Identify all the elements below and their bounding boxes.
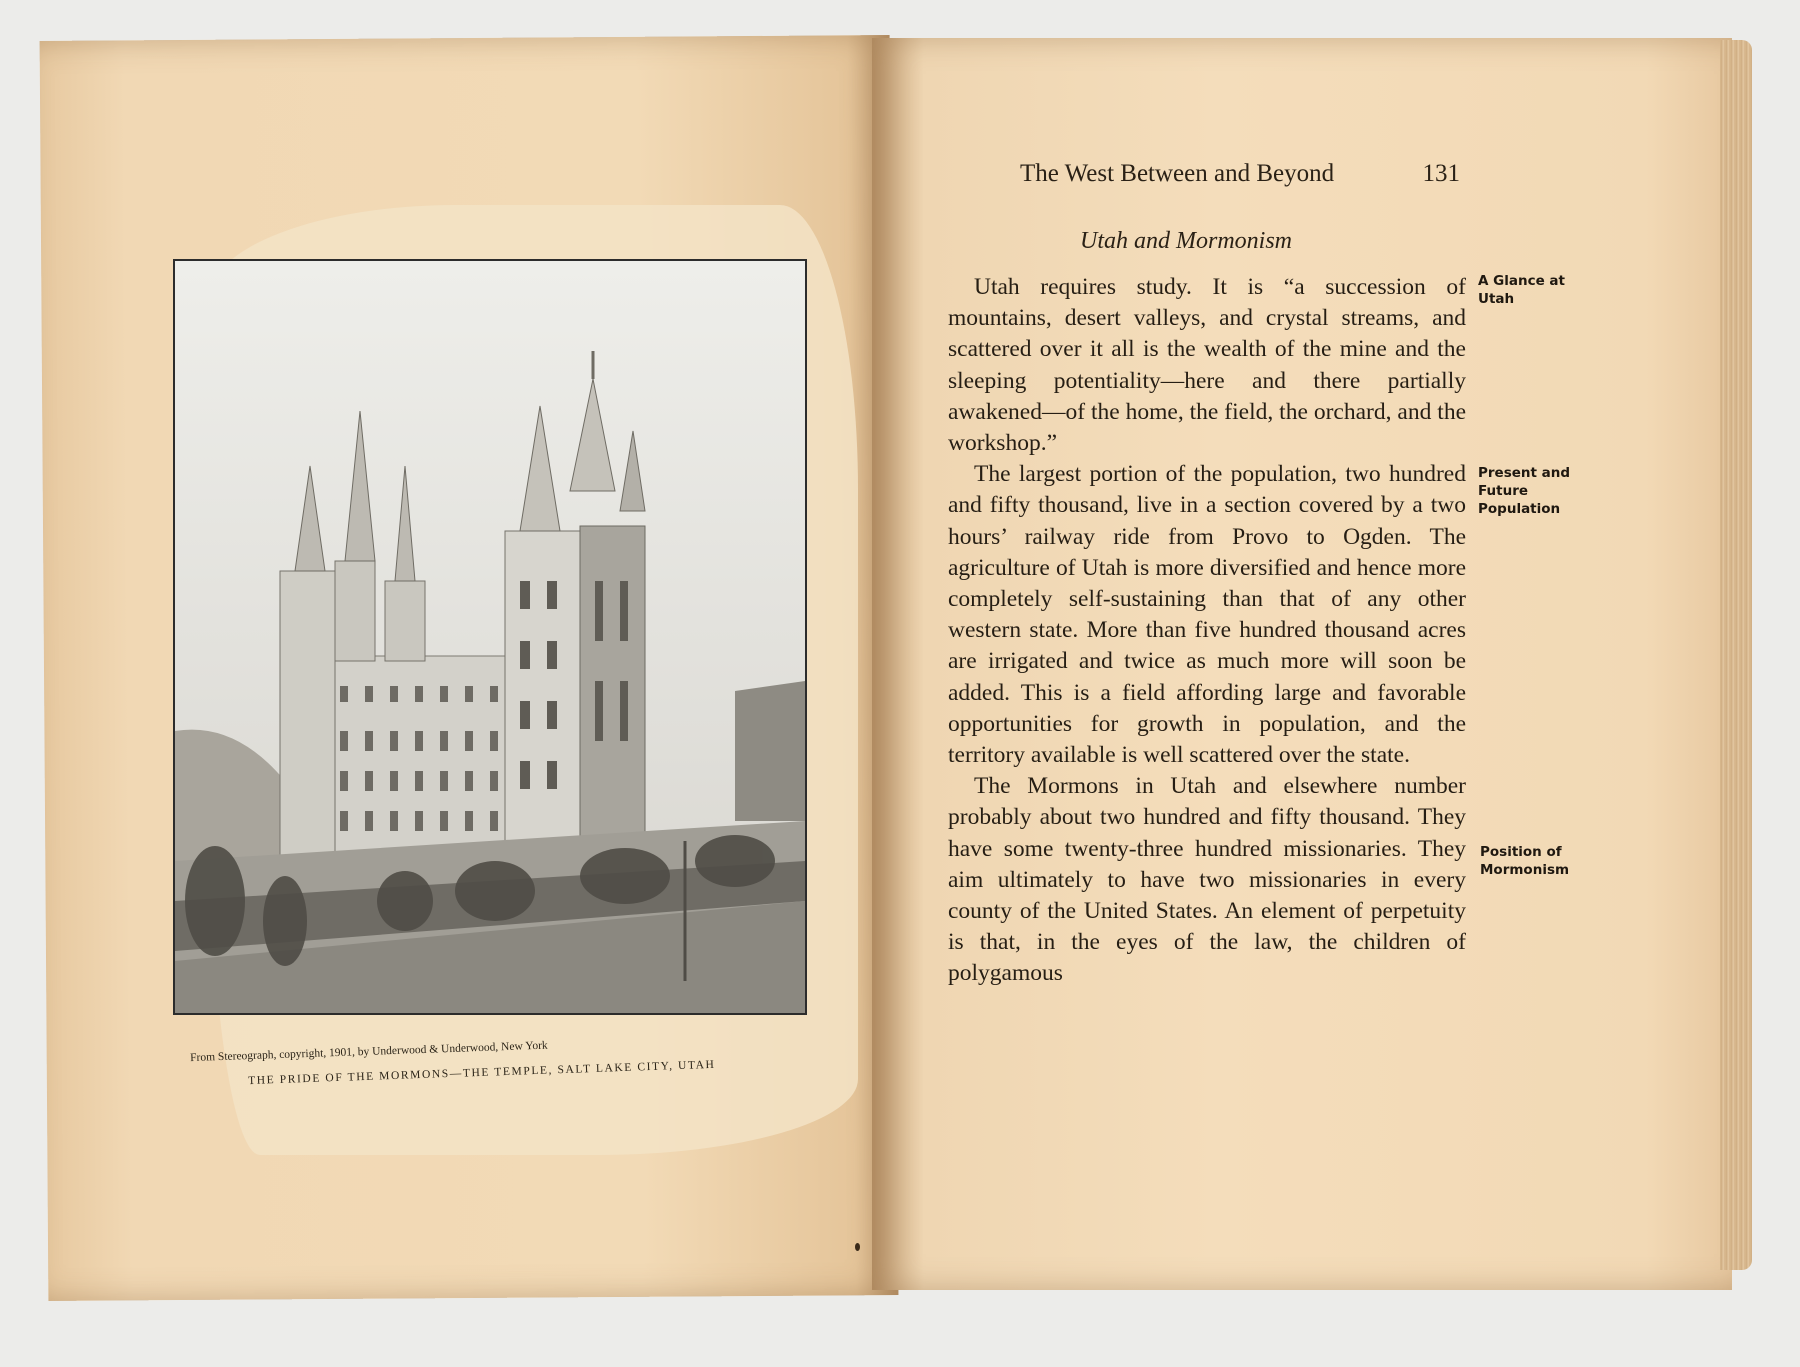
temple-photograph bbox=[173, 259, 807, 1015]
page-edges bbox=[1720, 40, 1752, 1270]
margin-note-mormonism: Position of Mormonism bbox=[1480, 844, 1570, 878]
body-text bbox=[948, 272, 1466, 990]
page-number: 131 bbox=[1422, 160, 1460, 187]
paragraph-1: Utah requires study. It is “a succession of mountains, desert valleys, and crystal streams, and scattered over it all is the wealth of the mine and the sleeping potentiality—here and there partially awakened—of the home, the field, the orchard, and the workshop.” bbox=[948, 274, 1466, 457]
dust-mark bbox=[855, 1243, 860, 1251]
paragraph-3: The Mormons in Utah and elsewhere number probably about two hundred and fifty thousand. They have some twenty-three hundred missionaries. They aim ultimately to have two missionaries in every county of the United States. An element of perpetuity is that, in the eyes of the law, the children of polygamous bbox=[948, 773, 1466, 987]
section-title: Utah and Mormonism bbox=[1080, 228, 1293, 254]
running-head-title: The West Between and Beyond bbox=[1020, 160, 1335, 187]
plate-caption: THE PRIDE OF THE MORMONS—THE TEMPLE, SALT LAKE CITY, UTAH bbox=[247, 1058, 716, 1088]
running-head bbox=[1020, 160, 1460, 188]
paragraph-2: The largest portion of the population, two hundred and fifty thousand, live in a section covered by a two hours’ railway ride from Provo to Ogden. The agriculture of Utah is more diversified and hence more completely self-sustaining than that of any other western state. More than five hundred thousand acres are irrigated and twice as much more will soon be added. This is a field affording large and favorable opportunities for growth in population, and the territory available is well scattered over the state. bbox=[948, 461, 1466, 769]
margin-note-population: Present and Future Population bbox=[1478, 465, 1571, 517]
plate-credit: From Stereograph, copyright, 1901, by Underwood & Underwood, New York bbox=[189, 1039, 548, 1065]
margin-note-glance: A Glance at Utah bbox=[1478, 273, 1565, 307]
